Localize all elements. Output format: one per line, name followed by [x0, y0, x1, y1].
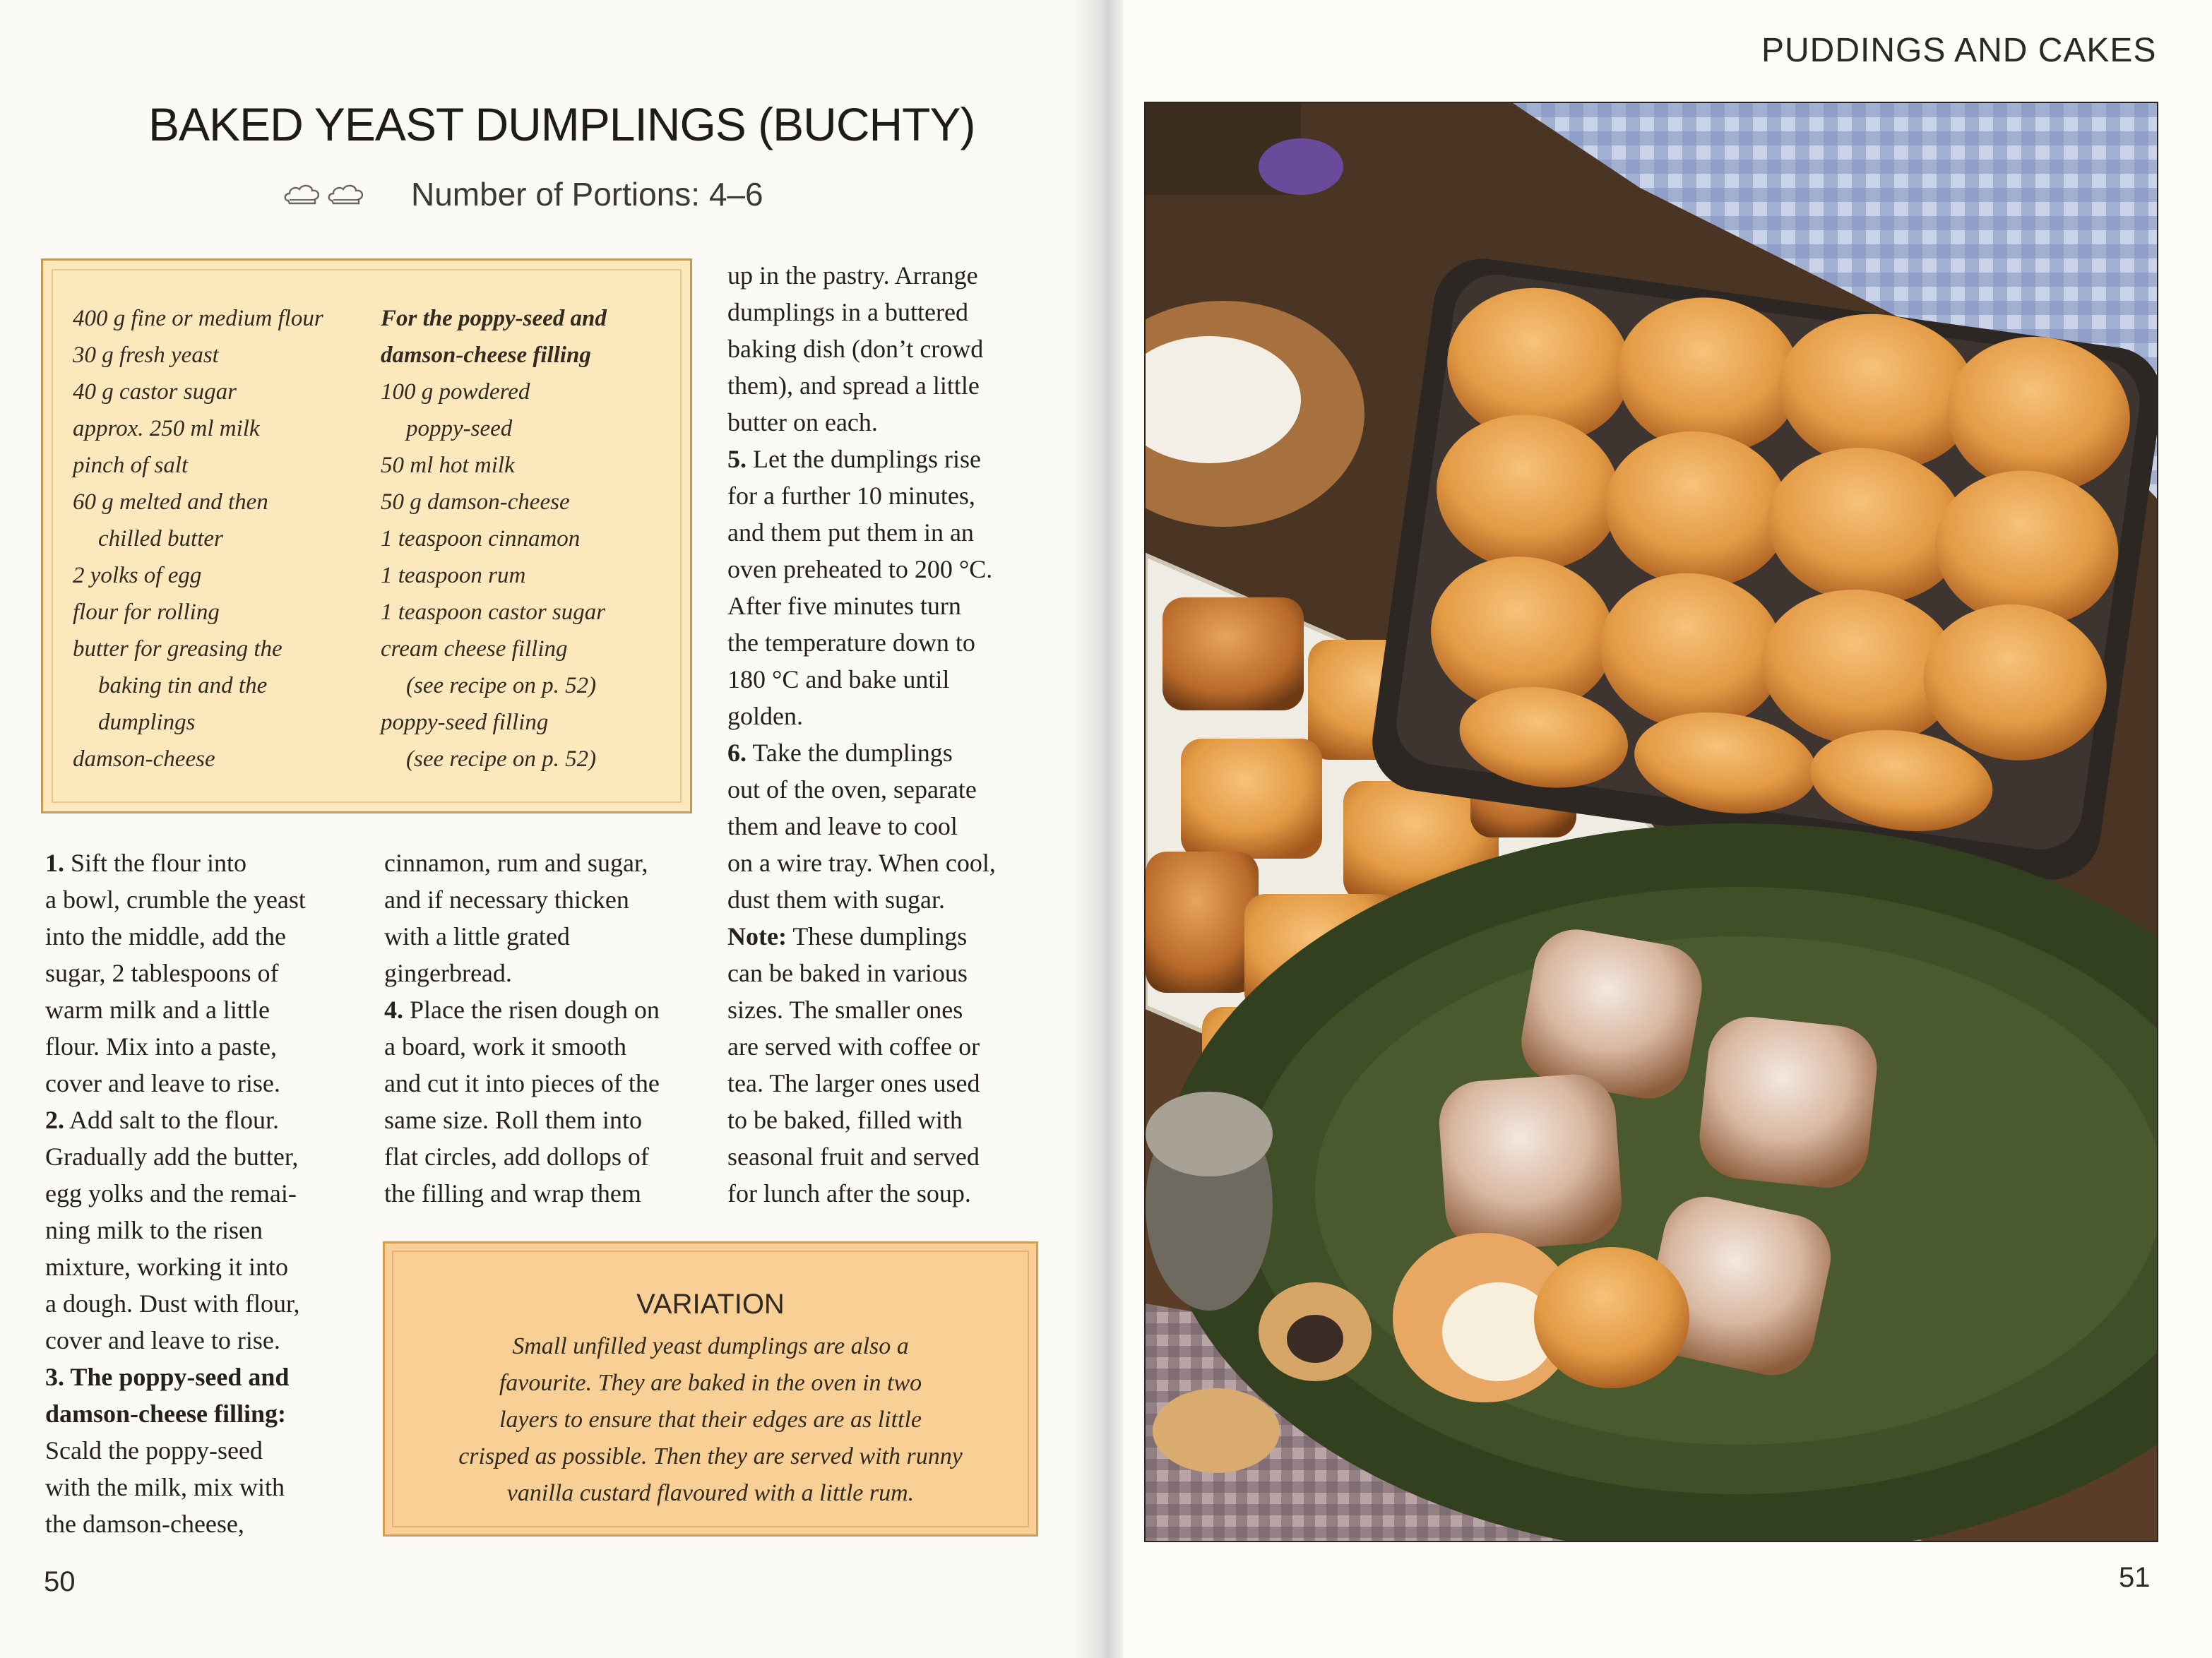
recipe-title: BAKED YEAST DUMPLINGS (BUCHTY)	[148, 98, 975, 150]
book-gutter	[1074, 0, 1123, 1658]
method-line: are served with coffee or	[727, 1032, 980, 1061]
method-line: 2. Add salt to the flour.	[45, 1106, 279, 1134]
variation-line: crisped as possible. Then they are served with runny	[458, 1443, 963, 1469]
method-line: for a further 10 minutes,	[727, 482, 975, 510]
method-column-2	[384, 845, 660, 1212]
ingredients-list	[73, 300, 323, 777]
method-line: gingerbread.	[384, 959, 512, 987]
variation-line: favourite. They are baked in the oven in two	[499, 1370, 922, 1396]
ingredients-box	[41, 258, 692, 813]
method-line: and if necessary thicken	[384, 885, 629, 914]
method-line: 5. Let the dumplings rise	[727, 445, 981, 473]
method-line	[45, 1395, 306, 1432]
method-line: flour. Mix into a paste,	[45, 1032, 277, 1061]
ingredient-line: 50 ml hot milk	[381, 453, 515, 478]
ingredient-line: poppy-seed filling	[381, 710, 549, 735]
method-line: a dough. Dust with flour,	[45, 1289, 300, 1318]
page-number: 51	[2119, 1562, 2151, 1593]
step-heading: damson-cheese filling:	[45, 1400, 286, 1428]
method-line: and them put them in an	[727, 518, 974, 547]
method-line: butter on each.	[727, 408, 878, 436]
method-line: 1. Sift the flour into	[45, 849, 246, 877]
method-line: sizes. The smaller ones	[727, 996, 963, 1024]
ingredient-line: 100 g powdered	[381, 379, 530, 405]
section-header: PUDDINGS AND CAKES	[1761, 32, 2157, 69]
step-heading: 3. The poppy-seed and	[45, 1363, 290, 1391]
method-line: cover and leave to rise.	[45, 1326, 280, 1354]
method-line: warm milk and a little	[45, 996, 270, 1024]
method-line: 4. Place the risen dough on	[384, 996, 660, 1024]
method-line: to be baked, filled with	[727, 1106, 963, 1134]
method-line: flat circles, add dollops of	[384, 1143, 649, 1171]
method-line: same size. Roll them into	[384, 1106, 642, 1134]
ingredient-line: (see recipe on p. 52)	[406, 673, 597, 698]
ingredient-line: 400 g fine or medium flour	[73, 306, 323, 331]
method-line: After five minutes turn	[727, 592, 961, 620]
ingredient-line: approx. 250 ml milk	[73, 416, 260, 441]
chef-hat-icon	[326, 181, 366, 208]
step-number: 6.	[727, 739, 747, 767]
variation-title: VARIATION	[636, 1289, 785, 1320]
method-line: them and leave to cool	[727, 812, 958, 840]
method-line: into the middle, add the	[45, 922, 286, 950]
ingredient-line: butter for greasing the	[73, 636, 283, 662]
method-line: out of the oven, separate	[727, 775, 977, 804]
ingredient-line: cream cheese filling	[381, 636, 568, 662]
portions-line	[283, 175, 763, 213]
method-line: golden.	[727, 702, 803, 730]
method-line	[45, 1359, 306, 1395]
ingredient-line: 40 g castor sugar	[73, 379, 237, 405]
ingredient-line: dumplings	[98, 710, 196, 735]
method-line: 180 °C and bake until	[727, 665, 950, 693]
method-line: Note: These dumplings	[727, 922, 968, 950]
method-line: Gradually add the butter,	[45, 1143, 299, 1171]
method-line: seasonal fruit and served	[727, 1143, 980, 1171]
ingredient-line: chilled butter	[98, 526, 223, 551]
ingredient-line: 50 g damson-cheese	[381, 489, 570, 515]
method-line: egg yolks and the remai-	[45, 1179, 297, 1207]
variation-line: Small unfilled yeast dumplings are also a	[512, 1333, 909, 1359]
method-line: for lunch after the soup.	[727, 1179, 971, 1207]
variation-box	[383, 1241, 1038, 1537]
method-line: dumplings in a buttered	[727, 298, 968, 326]
filling-heading: For the poppy-seed and	[381, 306, 607, 331]
method-line: a bowl, crumble the yeast	[45, 885, 306, 914]
method-line: sugar, 2 tablespoons of	[45, 959, 279, 987]
filling-heading: damson-cheese filling	[381, 342, 591, 368]
step-number: 2.	[45, 1106, 64, 1134]
method-line: mixture, working it into	[45, 1253, 288, 1281]
filling-ingredients-list	[381, 300, 607, 777]
step-number: 1.	[45, 849, 64, 877]
method-line: up in the pastry. Arrange	[727, 261, 978, 290]
method-line: and cut it into pieces of the	[384, 1069, 660, 1097]
variation-text	[385, 1328, 1036, 1512]
method-column-1	[45, 845, 306, 1542]
method-line: baking dish (don’t crowd	[727, 335, 984, 363]
method-column-3	[727, 257, 996, 1212]
method-line: 6. Take the dumplings	[727, 739, 953, 767]
difficulty-rating	[283, 181, 366, 208]
method-line: tea. The larger ones used	[727, 1069, 980, 1097]
ingredient-line: 30 g fresh yeast	[73, 342, 219, 368]
note-label: Note:	[727, 922, 787, 950]
method-line: the temperature down to	[727, 628, 975, 657]
method-line: oven preheated to 200 °C.	[727, 555, 993, 583]
ingredient-line: 1 teaspoon rum	[381, 563, 526, 588]
ingredient-line: flour for rolling	[73, 600, 220, 625]
method-line: a board, work it smooth	[384, 1032, 626, 1061]
ingredient-line: 2 yolks of egg	[73, 563, 202, 588]
method-line: with a little grated	[384, 922, 570, 950]
ingredient-line: 1 teaspoon cinnamon	[381, 526, 581, 551]
ingredient-line: (see recipe on p. 52)	[406, 746, 597, 772]
ingredient-line: damson-cheese	[73, 746, 215, 772]
method-line: with the milk, mix with	[45, 1473, 285, 1501]
method-line: on a wire tray. When cool,	[727, 849, 996, 877]
ingredient-line: 1 teaspoon castor sugar	[381, 600, 606, 625]
ingredient-line: pinch of salt	[73, 453, 189, 478]
method-line: the filling and wrap them	[384, 1179, 641, 1207]
ingredient-line: baking tin and the	[98, 673, 268, 698]
step-number: 4.	[384, 996, 403, 1024]
method-line: can be baked in various	[727, 959, 968, 987]
method-line: cover and leave to rise.	[45, 1069, 280, 1097]
method-line: the damson-cheese,	[45, 1510, 244, 1538]
method-line: ning milk to the risen	[45, 1216, 263, 1244]
method-line: cinnamon, rum and sugar,	[384, 849, 648, 877]
page-number: 50	[44, 1566, 76, 1597]
food-illustration	[1146, 103, 2157, 1541]
portions-label: Number of Portions: 4–6	[411, 176, 763, 213]
step-number: 5.	[727, 445, 747, 473]
ingredient-line: 60 g melted and then	[73, 489, 268, 515]
method-line: dust them with sugar.	[727, 885, 945, 914]
food-photo	[1144, 102, 2158, 1542]
ingredient-line: poppy-seed	[406, 416, 513, 441]
variation-line: layers to ensure that their edges are as little	[499, 1407, 922, 1433]
method-line: Scald the poppy-seed	[45, 1436, 263, 1465]
chef-hat-icon	[283, 181, 322, 208]
variation-line: vanilla custard flavoured with a little rum.	[506, 1480, 915, 1506]
method-line: them), and spread a little	[727, 371, 980, 400]
